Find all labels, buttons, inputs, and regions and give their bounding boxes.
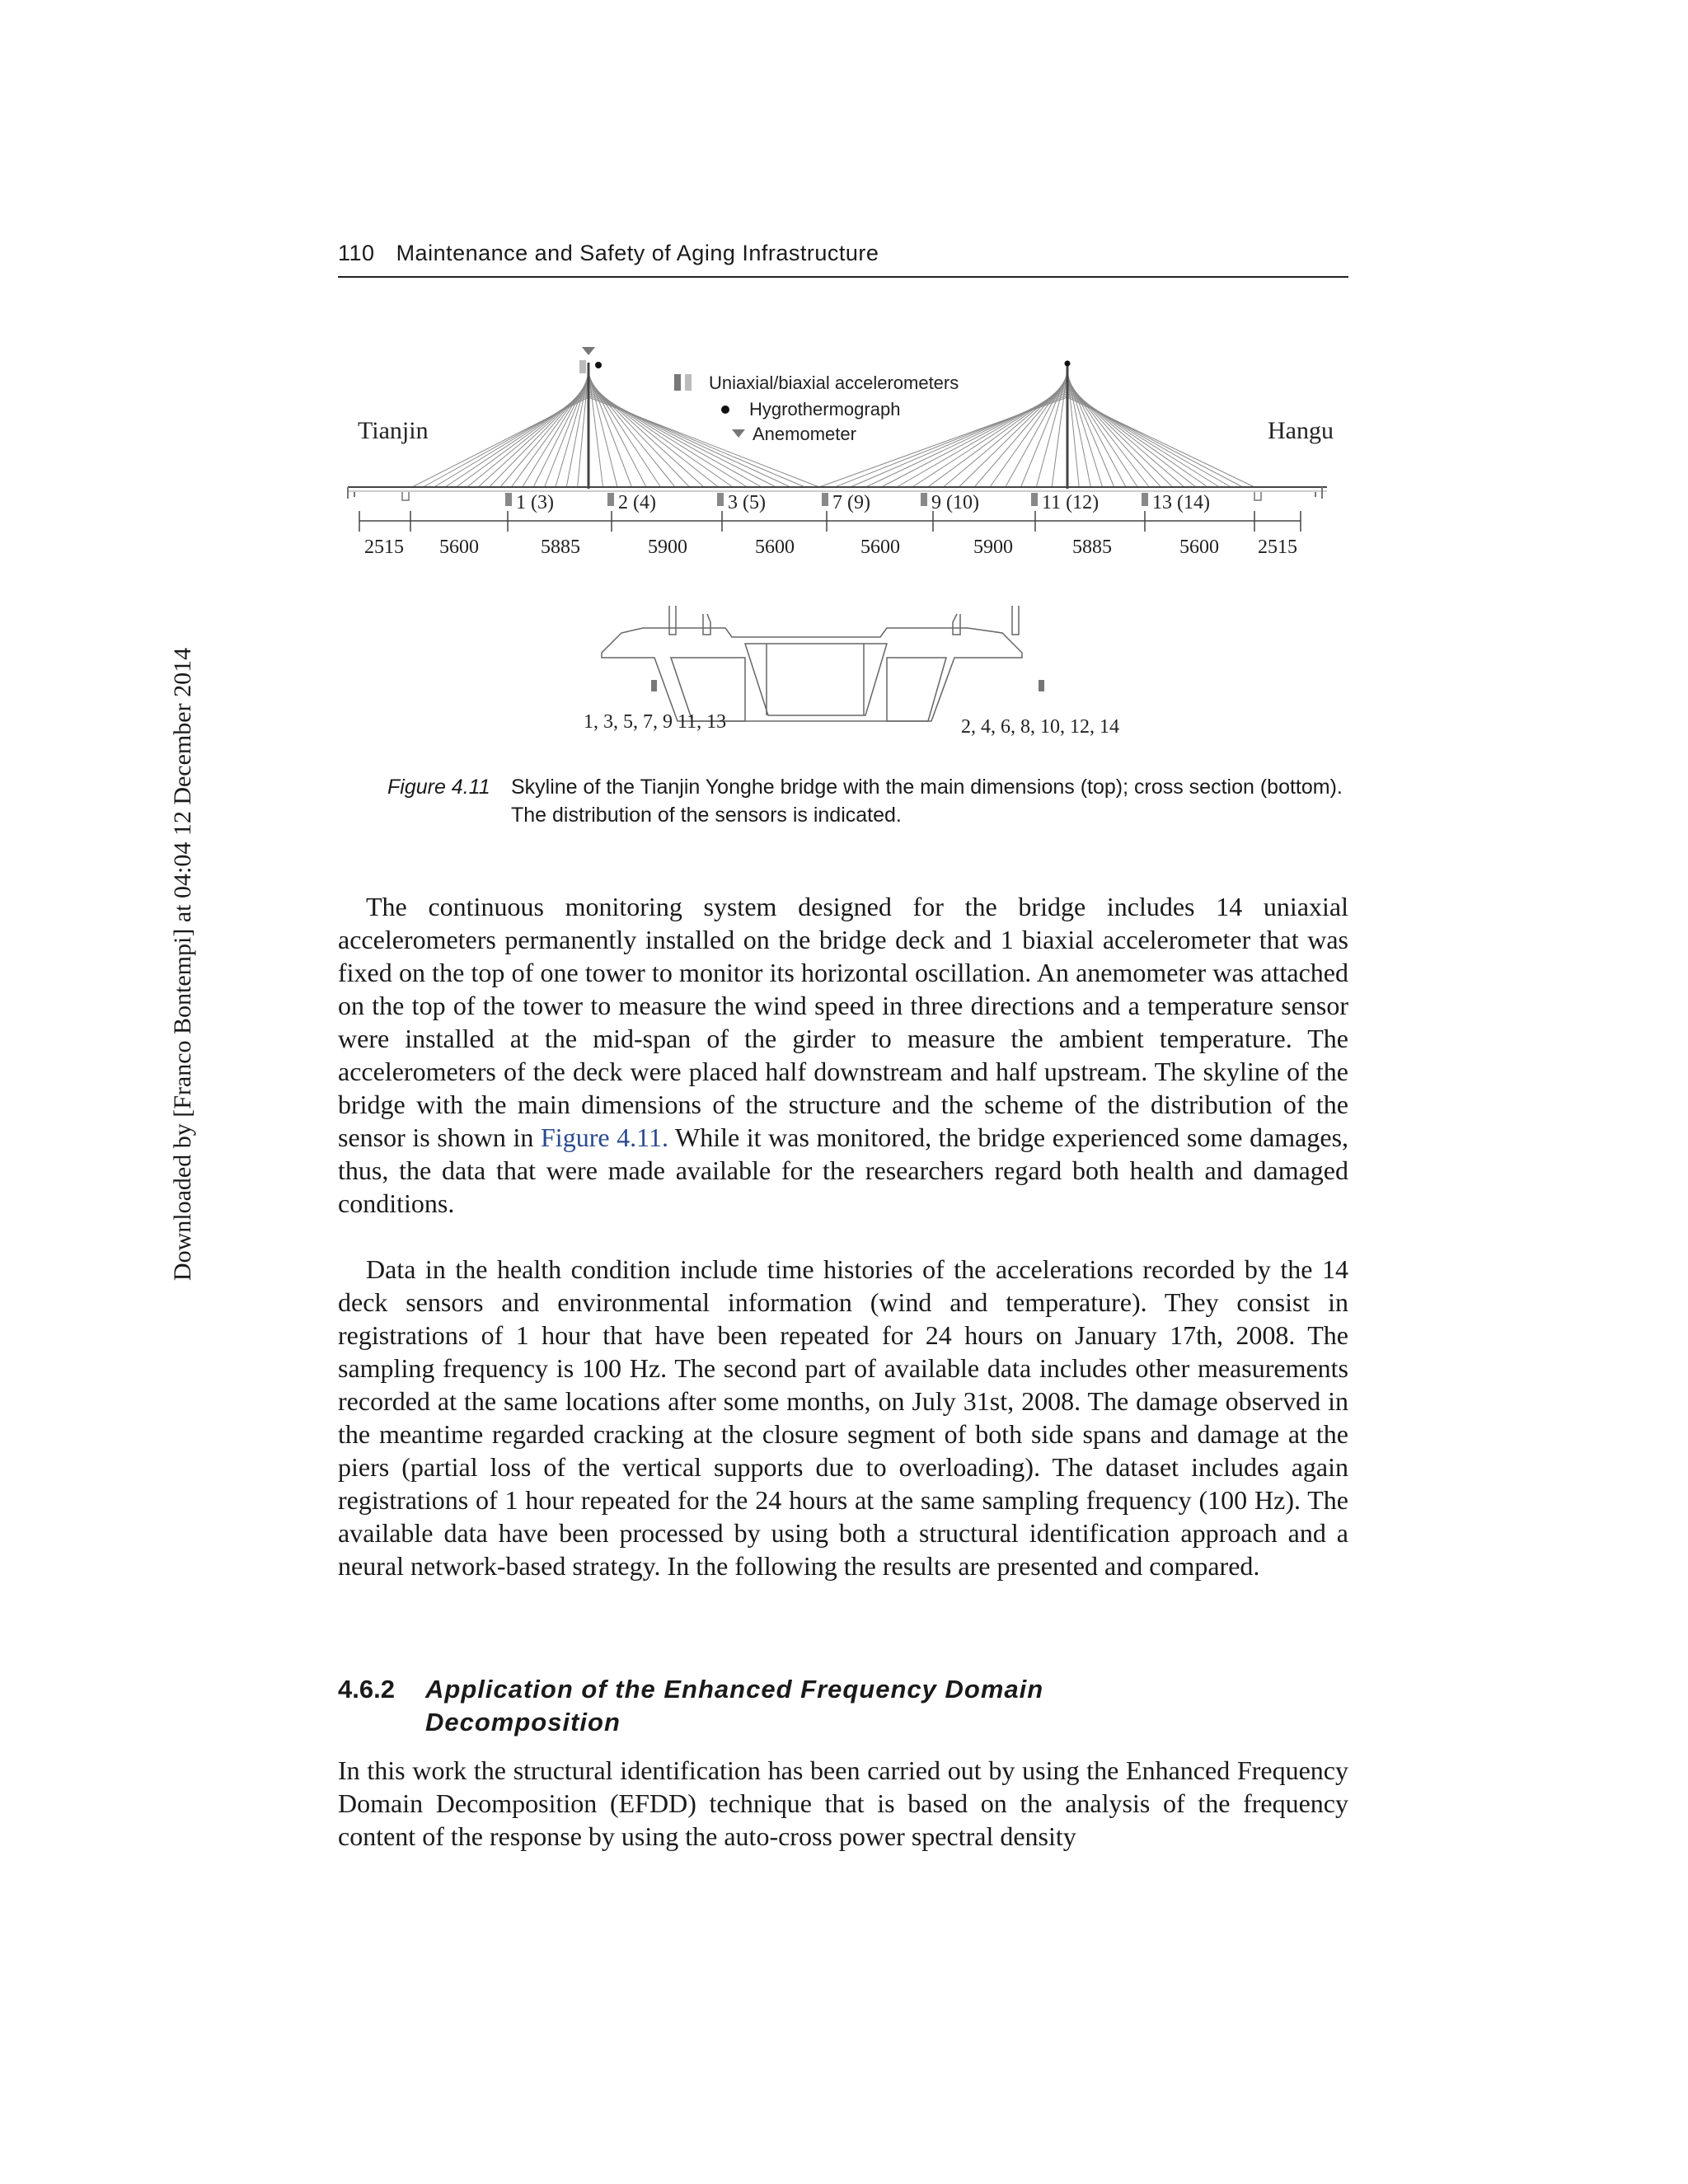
- anemometer-marker: [582, 347, 595, 355]
- deck-sensor-5: [921, 493, 927, 506]
- page-number: 110: [338, 241, 375, 265]
- city-right-label: Hangu: [1268, 417, 1334, 444]
- cross-section-sensor-right: [1039, 680, 1044, 691]
- bridge-diagram: [338, 334, 1348, 746]
- deck-sensor-4: [822, 493, 828, 506]
- span-dimension: 2515: [364, 537, 404, 558]
- dimension-labels: [364, 537, 1297, 558]
- city-left-label: Tianjin: [358, 417, 429, 444]
- span-dimension: 5600: [439, 537, 479, 558]
- deck-sensor-label: 7 (9): [832, 492, 870, 513]
- deck-sensor-7: [1142, 493, 1148, 506]
- caption-text: Skyline of the Tianjin Yonghe bridge with the main dimensions (top); cross section (bottom). The distribution of the sensors is indicated.: [511, 776, 1343, 827]
- span-dimension: 5885: [1072, 537, 1112, 558]
- span-dimension: 5600: [860, 537, 900, 558]
- span-dimension: 5600: [1179, 537, 1219, 558]
- bridge-figure: [338, 334, 1348, 746]
- running-title: Maintenance and Safety of Aging Infrastructure: [396, 241, 879, 265]
- tower-biaxial-accelerometer: [579, 360, 586, 373]
- legend-hygro-icon: [721, 405, 729, 414]
- cross-section-left-label: 1, 3, 5, 7, 9 11, 13: [584, 711, 727, 733]
- deck-sensor-1: [505, 493, 512, 506]
- deck-sensor-label: 3 (5): [728, 492, 766, 513]
- legend-anemometer: Anemometer: [753, 424, 856, 444]
- download-watermark: Downloaded by [Franco Bontempi] at 04:04 12 December 2014: [169, 647, 196, 1282]
- legend-hygrothermograph: Hygrothermograph: [749, 399, 901, 419]
- deck-sensor-6: [1031, 493, 1038, 506]
- running-header: [338, 241, 1348, 278]
- cross-section-right-label: 2, 4, 6, 8, 10, 12, 14: [961, 716, 1119, 738]
- span-dimension: 2515: [1258, 537, 1297, 558]
- deck-sensors: [505, 492, 1210, 513]
- deck-sensor-2: [607, 493, 614, 506]
- figure-reference-link[interactable]: Figure 4.11.: [541, 1122, 668, 1152]
- deck-sensor-label: 2 (4): [618, 492, 656, 513]
- span-dimension: 5900: [973, 537, 1013, 558]
- span-dimension: 5885: [541, 537, 580, 558]
- paragraph-2: Data in the health condition include time histories of the accelerations recorded by the 14 deck sensors and environmental information (wind and temperature). They consist in registrations of 1 hour that have been repeated for 24 hours on January 17th, 2008. The sampling frequency is 100 Hz. The second part of available data includes other measurements recorded at the same locations after some months, on July 31st, 2008. The damage observed in the meantime regarded cracking at the closure segment of both side spans and damage at the piers (partial loss of the vertical supports due to overloading). The dataset includes again registrations of 1 hour repeated for the 24 hours at the same sampling frequency (100 Hz). The available data have been processed by using both a structural identification approach and a neural network-based strategy. In the following the results are presented and compared.: [338, 1254, 1348, 1581]
- legend-biaxial-icon: [685, 374, 692, 391]
- legend-anemometer-icon: [732, 429, 745, 438]
- cross-section-sensor-left: [651, 680, 657, 691]
- deck-sensor-label: 11 (12): [1042, 492, 1100, 513]
- caption-label: Figure 4.11: [387, 776, 490, 799]
- paragraph-3: In this work the structural identification has been carried out by using the Enhanced Frequency Domain Decomposition (EFDD) technique that is based on the analysis of the frequency content of the response by using the auto-cross power spectral density: [338, 1755, 1348, 1851]
- figure-caption: [387, 773, 1348, 829]
- cross-section: [602, 606, 1022, 721]
- span-dimension: 5600: [755, 537, 795, 558]
- paragraph-1: [338, 890, 1348, 1220]
- deck-sensor-label: 13 (14): [1152, 492, 1210, 513]
- section-heading: [338, 1673, 1348, 1739]
- legend-uniaxial-icon: [674, 374, 681, 391]
- right-tower-hygro-marker: [1065, 361, 1071, 367]
- legend-accelerometers: Uniaxial/biaxial accelerometers: [709, 373, 959, 393]
- paragraph-1-text-end: While it was monitored, the bridge experienced some damages, thus, the data that were made available for the researchers regard both health and damaged conditions.: [338, 1122, 1349, 1218]
- paragraph-1-text: The continuous monitoring system designed for the bridge includes 14 uniaxial accelerometers permanently installed on the bridge deck and 1 biaxial accelerometer that was fixed on the top of one tower to monitor its horizontal oscillation. An anemometer was attached on the top of the tower to measure the wind speed in three directions and a temperature sensor were installed at the mid-span of the girder to measure the ambient temperature. The accelerometers of the deck were placed half downstream and half upstream. The skyline of the bridge with the main dimensions of the structure and the scheme of the distribution of the sensor is shown in: [338, 892, 1348, 1152]
- deck-sensor-3: [717, 493, 724, 506]
- deck-sensor-label: 1 (3): [516, 492, 554, 513]
- section-title: Application of the Enhanced Frequency Domain Decomposition: [425, 1675, 1044, 1736]
- section-number: 4.6.2: [338, 1675, 395, 1704]
- hygrothermograph-marker: [595, 362, 602, 368]
- span-dimension: 5900: [648, 537, 687, 558]
- deck-sensor-label: 9 (10): [931, 492, 979, 513]
